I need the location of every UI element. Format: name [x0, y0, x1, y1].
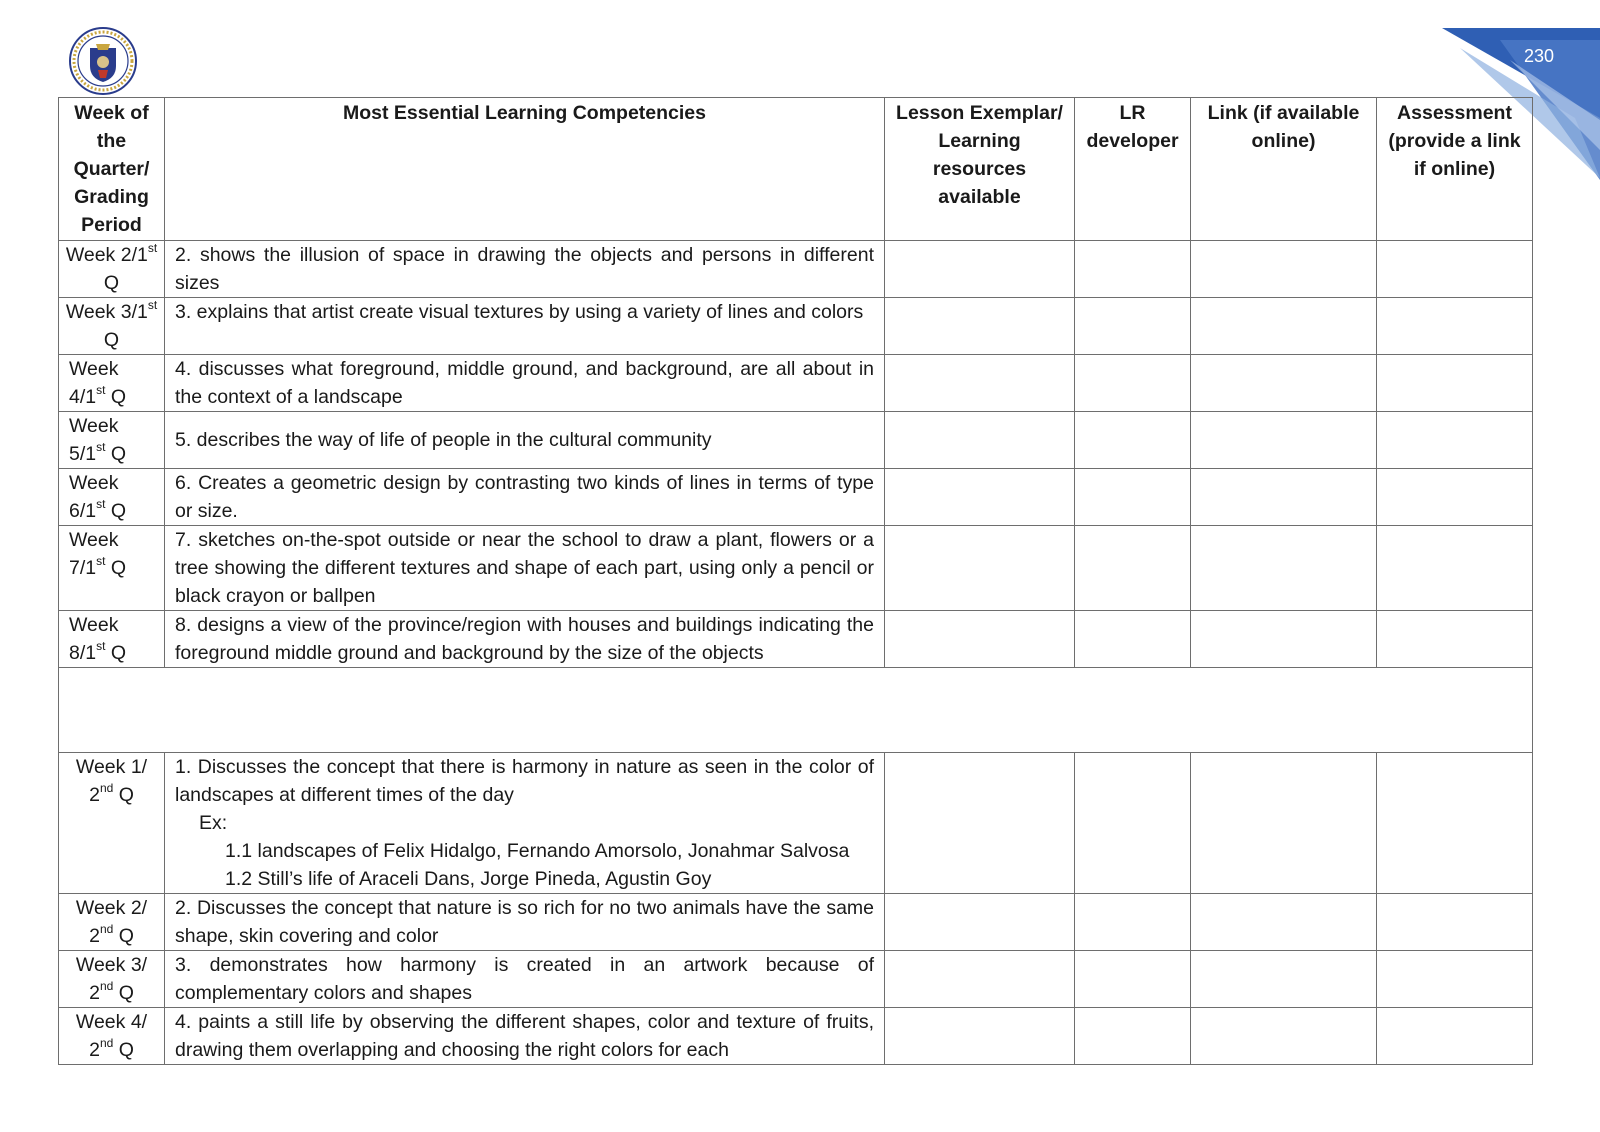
empty-cell — [1377, 951, 1533, 1008]
table-row — [59, 951, 1533, 1008]
empty-cell — [885, 894, 1075, 951]
empty-cell — [1075, 355, 1191, 412]
empty-cell — [885, 611, 1075, 668]
empty-cell — [1191, 753, 1377, 894]
empty-cell — [1075, 1008, 1191, 1065]
empty-cell — [885, 1008, 1075, 1065]
empty-cell — [885, 469, 1075, 526]
competency-cell: 4. discusses what foreground, middle ground, and background, are all about in the context of a landscape — [165, 355, 885, 412]
empty-cell — [1075, 951, 1191, 1008]
table-row — [59, 298, 1533, 355]
empty-cell — [59, 668, 1533, 753]
week-cell: Week 7/1st Q — [59, 526, 165, 611]
competency-cell: 6. Creates a geometric design by contrasting two kinds of lines in terms of type or size. — [165, 469, 885, 526]
week-cell: Week 4/1st Q — [59, 355, 165, 412]
header-melc: Most Essential Learning Competencies — [165, 98, 885, 241]
empty-cell — [1075, 469, 1191, 526]
empty-cell — [1075, 526, 1191, 611]
competency-cell: 3. demonstrates how harmony is created in an artwork because of complementary colors and shapes — [165, 951, 885, 1008]
empty-cell — [1075, 611, 1191, 668]
table-row — [59, 611, 1533, 668]
header-lr-developer: LR developer — [1075, 98, 1191, 241]
empty-cell — [1191, 951, 1377, 1008]
header-week: Week of the Quarter/ Grading Period — [59, 98, 165, 241]
week-cell: Week 8/1st Q — [59, 611, 165, 668]
competency-text: 1. Discusses the concept that there is harmony in nature as seen in the color of landscapes at different times of the day — [175, 756, 874, 806]
empty-cell — [885, 241, 1075, 298]
empty-cell — [1377, 753, 1533, 894]
empty-cell — [1075, 753, 1191, 894]
competency-cell: 8. designs a view of the province/region with houses and buildings indicating the foreground middle ground and background by the size of the objects — [165, 611, 885, 668]
competency-cell: 7. sketches on-the-spot outside or near the school to draw a plant, flowers or a tree showing the different textures and shape of each part, using only a pencil or black crayon or ballpen — [165, 526, 885, 611]
empty-cell — [1377, 355, 1533, 412]
empty-cell — [1377, 1008, 1533, 1065]
melc-table — [58, 97, 1533, 1065]
empty-cell — [1075, 894, 1191, 951]
competency-cell: 2. Discusses the concept that nature is so rich for no two animals have the same shape, skin covering and color — [165, 894, 885, 951]
header-row — [59, 98, 1533, 241]
competency-cell: 3. explains that artist create visual textures by using a variety of lines and colors — [165, 298, 885, 355]
empty-cell — [1191, 469, 1377, 526]
empty-cell — [1377, 298, 1533, 355]
example-item: 1.2 Still’s life of Araceli Dans, Jorge Pineda, Agustin Goy — [225, 868, 712, 890]
empty-cell — [1377, 611, 1533, 668]
empty-cell — [1191, 526, 1377, 611]
empty-cell — [1377, 412, 1533, 469]
week-cell: Week 1/ 2nd Q — [59, 753, 165, 894]
empty-cell — [1075, 412, 1191, 469]
competency-cell — [165, 1008, 885, 1065]
empty-cell — [1075, 298, 1191, 355]
page-number: 230 — [1524, 46, 1555, 66]
competency-cell — [165, 753, 885, 894]
competency-cell: 2. shows the illusion of space in drawing the objects and persons in different sizes — [165, 241, 885, 298]
week-cell: Week 6/1st Q — [59, 469, 165, 526]
empty-cell — [885, 412, 1075, 469]
competency-cell: 5. describes the way of life of people in the cultural community — [165, 412, 885, 469]
table-row — [59, 469, 1533, 526]
table-row — [59, 894, 1533, 951]
deped-seal-icon — [68, 26, 138, 96]
empty-cell — [1191, 412, 1377, 469]
header-link: Link (if available online) — [1191, 98, 1377, 241]
empty-cell — [1377, 469, 1533, 526]
week-cell: Week 5/1st Q — [59, 412, 165, 469]
table-row — [59, 526, 1533, 611]
empty-cell — [1191, 298, 1377, 355]
empty-cell — [885, 951, 1075, 1008]
empty-cell — [1191, 355, 1377, 412]
empty-cell — [885, 753, 1075, 894]
week-cell: Week 3/ 2nd Q — [59, 951, 165, 1008]
week-cell: Week 2/1st Q — [59, 241, 165, 298]
empty-cell — [1075, 241, 1191, 298]
empty-cell — [1377, 526, 1533, 611]
empty-cell — [885, 526, 1075, 611]
empty-cell — [1191, 241, 1377, 298]
table-row — [59, 241, 1533, 298]
empty-cell — [1191, 1008, 1377, 1065]
empty-cell — [885, 298, 1075, 355]
table-row — [59, 753, 1533, 894]
week-cell: Week 4/ 2nd Q — [59, 1008, 165, 1065]
header-assessment: Assessment (provide a link if online) — [1377, 98, 1533, 241]
quarter-separator-row — [59, 668, 1533, 753]
table-row — [59, 355, 1533, 412]
example-label: Ex: — [199, 812, 228, 834]
empty-cell — [1377, 241, 1533, 298]
empty-cell — [1377, 894, 1533, 951]
header-lesson-exemplar: Lesson Exemplar/ Learning resources available — [885, 98, 1075, 241]
empty-cell — [885, 355, 1075, 412]
example-item: 1.1 landscapes of Felix Hidalgo, Fernando Amorsolo, Jonahmar Salvosa — [225, 840, 850, 862]
table-row — [59, 412, 1533, 469]
competency-text: 4. paints a still life by observing the different shapes, color and texture of fruits, drawing them overlapping and choosing the right colors for each — [175, 1011, 874, 1061]
week-cell: Week 2/ 2nd Q — [59, 894, 165, 951]
week-cell: Week 3/1st Q — [59, 298, 165, 355]
empty-cell — [1191, 611, 1377, 668]
empty-cell — [1191, 894, 1377, 951]
table-row — [59, 1008, 1533, 1065]
